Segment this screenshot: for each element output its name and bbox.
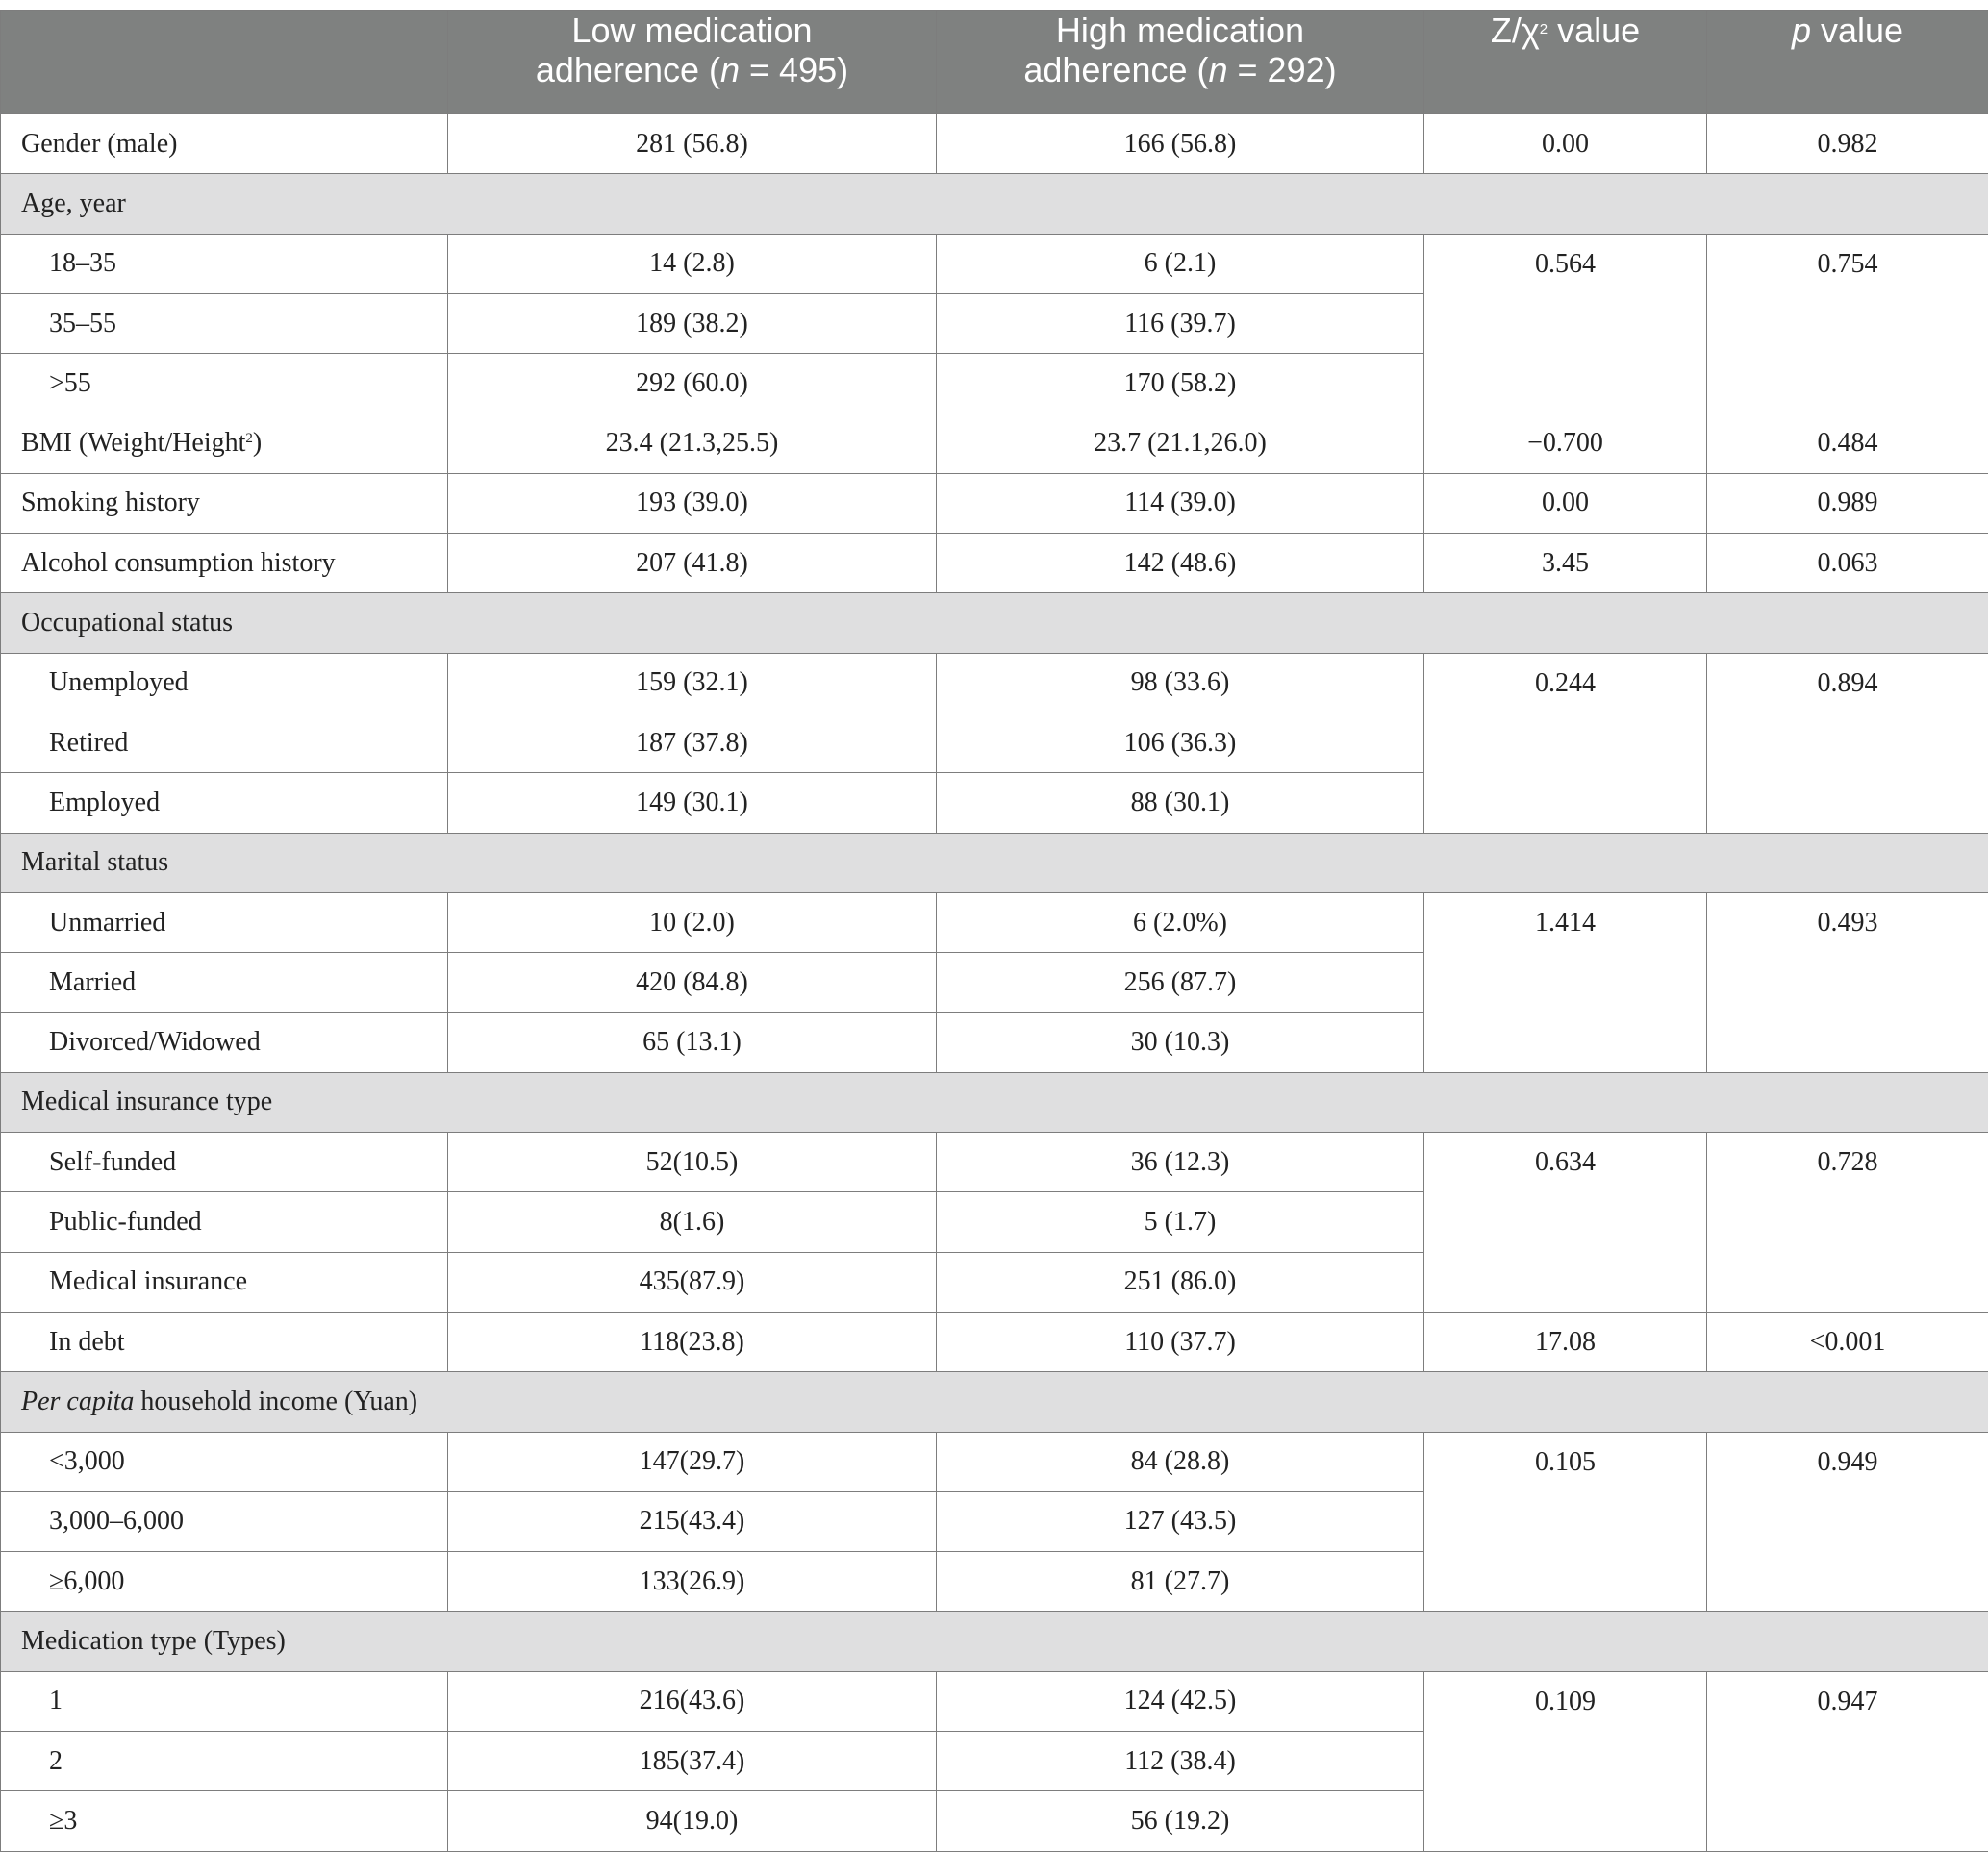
section-title: Occupational status	[1, 593, 1988, 653]
table-row	[1, 1671, 1988, 1731]
row-label: Married	[1, 953, 448, 1013]
row-label: ≥6,000	[1, 1552, 448, 1612]
low-value: 147(29.7)	[448, 1432, 937, 1491]
p-value: 0.947	[1707, 1671, 1988, 1851]
z-value: 0.00	[1424, 473, 1707, 533]
z-value: 0.105	[1424, 1432, 1707, 1612]
row-label: 35–55	[1, 293, 448, 353]
high-value: 127 (43.5)	[937, 1491, 1424, 1551]
table-row	[1, 234, 1988, 293]
z-value: 0.634	[1424, 1133, 1707, 1313]
p-value: 0.982	[1707, 114, 1988, 174]
section-title: Age, year	[1, 174, 1988, 234]
header-row	[1, 11, 1988, 114]
table-row-smoking	[1, 473, 1988, 533]
row-label: Smoking history	[1, 473, 448, 533]
low-value: 23.4 (21.3,25.5)	[448, 413, 937, 473]
table-row-bmi	[1, 413, 1988, 473]
low-value: 207 (41.8)	[448, 534, 937, 593]
high-value: 98 (33.6)	[937, 653, 1424, 713]
section-title: Medication type (Types)	[1, 1612, 1988, 1671]
section-row-income	[1, 1372, 1988, 1432]
header-variable	[1, 11, 448, 114]
table-row-gender	[1, 114, 1988, 174]
high-value: 30 (10.3)	[937, 1013, 1424, 1072]
row-label: Gender (male)	[1, 114, 448, 174]
header-z-chi-value: $Z/\chi^2$ value	[1424, 11, 1707, 114]
row-label: Medical insurance	[1, 1252, 448, 1312]
z-value: 17.08	[1424, 1312, 1707, 1371]
z-value: 0.244	[1424, 653, 1707, 833]
row-label: 3,000–6,000	[1, 1491, 448, 1551]
high-value: 81 (27.7)	[937, 1552, 1424, 1612]
low-value: 435(87.9)	[448, 1252, 937, 1312]
high-value: 36 (12.3)	[937, 1133, 1424, 1192]
low-value: 149 (30.1)	[448, 773, 937, 833]
p-value: 0.063	[1707, 534, 1988, 593]
high-value: 56 (19.2)	[937, 1791, 1424, 1851]
row-label: Unemployed	[1, 653, 448, 713]
section-row-marital	[1, 833, 1988, 892]
section-row-insurance	[1, 1072, 1988, 1132]
row-label: Retired	[1, 713, 448, 772]
p-value: 0.493	[1707, 892, 1988, 1072]
high-value: 116 (39.7)	[937, 293, 1424, 353]
high-value: 114 (39.0)	[937, 473, 1424, 533]
low-value: 14 (2.8)	[448, 234, 937, 293]
low-value: 216(43.6)	[448, 1671, 937, 1731]
row-label: 18–35	[1, 234, 448, 293]
z-value: 3.45	[1424, 534, 1707, 593]
high-value: 5 (1.7)	[937, 1192, 1424, 1252]
low-value: 65 (13.1)	[448, 1013, 937, 1072]
row-label: BMI (Weight/Height$^2$)	[1, 413, 448, 473]
table-row	[1, 892, 1988, 952]
p-value: 0.894	[1707, 653, 1988, 833]
table-row	[1, 1432, 1988, 1491]
row-label: Alcohol consumption history	[1, 534, 448, 593]
row-label: Employed	[1, 773, 448, 833]
row-label: <3,000	[1, 1432, 448, 1491]
low-value: 52(10.5)	[448, 1133, 937, 1192]
high-value: 170 (58.2)	[937, 354, 1424, 413]
p-value: 0.484	[1707, 413, 1988, 473]
low-value: 8(1.6)	[448, 1192, 937, 1252]
section-title: Per capita household income (Yuan)	[1, 1372, 1988, 1432]
low-value: 159 (32.1)	[448, 653, 937, 713]
z-value: 1.414	[1424, 892, 1707, 1072]
section-title: Marital status	[1, 833, 1988, 892]
section-row-medication	[1, 1612, 1988, 1671]
low-value: 193 (39.0)	[448, 473, 937, 533]
z-value: −0.700	[1424, 413, 1707, 473]
row-label: Self-funded	[1, 1133, 448, 1192]
p-value: 0.728	[1707, 1133, 1988, 1313]
p-value: <0.001	[1707, 1312, 1988, 1371]
table-row-alcohol	[1, 534, 1988, 593]
characteristics-table	[0, 10, 1988, 1852]
low-value: 187 (37.8)	[448, 713, 937, 772]
row-label: Unmarried	[1, 892, 448, 952]
low-value: 133(26.9)	[448, 1552, 937, 1612]
high-value: 124 (42.5)	[937, 1671, 1424, 1731]
row-label: Public-funded	[1, 1192, 448, 1252]
row-label: ≥3	[1, 1791, 448, 1851]
low-value: 185(37.4)	[448, 1732, 937, 1791]
z-value: 0.564	[1424, 234, 1707, 413]
low-value: 118(23.8)	[448, 1312, 937, 1371]
high-value: 6 (2.0%)	[937, 892, 1424, 952]
p-value: 0.754	[1707, 234, 1988, 413]
row-label: 1	[1, 1671, 448, 1731]
section-row-occupation	[1, 593, 1988, 653]
low-value: 215(43.4)	[448, 1491, 937, 1551]
high-value: 6 (2.1)	[937, 234, 1424, 293]
z-value: 0.109	[1424, 1671, 1707, 1851]
low-value: 292 (60.0)	[448, 354, 937, 413]
section-row-age	[1, 174, 1988, 234]
low-value: 281 (56.8)	[448, 114, 937, 174]
high-value: 110 (37.7)	[937, 1312, 1424, 1371]
z-value: 0.00	[1424, 114, 1707, 174]
header-high-adherence: High medication adherence (n = 292)	[937, 11, 1424, 114]
table-row	[1, 653, 1988, 713]
p-value: 0.949	[1707, 1432, 1988, 1612]
row-label: Divorced/Widowed	[1, 1013, 448, 1072]
header-low-adherence: Low medication adherence (n = 495)	[448, 11, 937, 114]
header-p-value: p value	[1707, 11, 1988, 114]
low-value: 10 (2.0)	[448, 892, 937, 952]
p-value: 0.989	[1707, 473, 1988, 533]
high-value: 88 (30.1)	[937, 773, 1424, 833]
row-label: >55	[1, 354, 448, 413]
high-value: 106 (36.3)	[937, 713, 1424, 772]
high-value: 256 (87.7)	[937, 953, 1424, 1013]
table-row	[1, 1133, 1988, 1192]
low-value: 189 (38.2)	[448, 293, 937, 353]
row-label: In debt	[1, 1312, 448, 1371]
section-title: Medical insurance type	[1, 1072, 1988, 1132]
high-value: 251 (86.0)	[937, 1252, 1424, 1312]
low-value: 420 (84.8)	[448, 953, 937, 1013]
high-value: 23.7 (21.1,26.0)	[937, 413, 1424, 473]
high-value: 84 (28.8)	[937, 1432, 1424, 1491]
table-row-debt	[1, 1312, 1988, 1371]
high-value: 142 (48.6)	[937, 534, 1424, 593]
high-value: 166 (56.8)	[937, 114, 1424, 174]
row-label: 2	[1, 1732, 448, 1791]
high-value: 112 (38.4)	[937, 1732, 1424, 1791]
low-value: 94(19.0)	[448, 1791, 937, 1851]
